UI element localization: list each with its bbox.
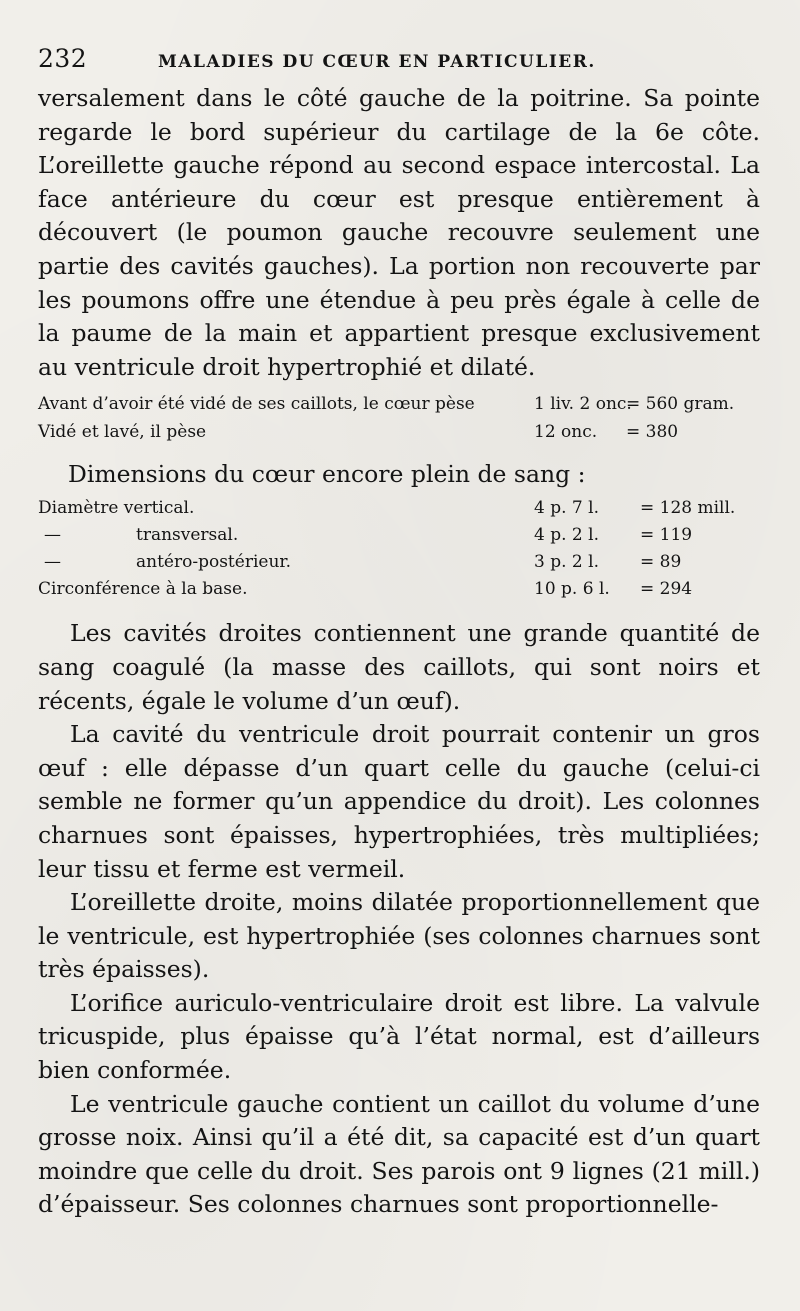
weight-label: Vidé et lavé, il pèse [38, 422, 207, 443]
dimension-metric: = 128 mill. [640, 498, 736, 519]
paragraph-left-ventricle: Le ventricule gauche contient un caillot du volume d’une grosse noix. Ainsi qu’il a été dit, sa capacité est d’un quart moindre que celle du droit. Ses parois ont 9 lignes (21 mill.) d’épaisseur. Ses colonnes charnues sont proportionnelle- [38, 1089, 760, 1219]
dimension-imperial: 3 p. 2 l. [534, 552, 599, 573]
running-head: MALADIES DU CŒUR EN PARTICULIER. [158, 52, 596, 72]
dimension-row [38, 576, 760, 603]
weight-row [38, 390, 760, 418]
dimension-label: antéro-postérieur. [136, 552, 292, 573]
dimension-metric: = 294 [640, 579, 693, 600]
dimension-imperial: 4 p. 7 l. [534, 498, 599, 519]
weight-table [38, 390, 760, 446]
weight-metric: = 560 gram. [626, 394, 735, 415]
dimension-label: Diamètre vertical. [38, 498, 195, 519]
dimensions-heading: Dimensions du cœur encore plein de sang : [68, 460, 586, 489]
dimension-row [38, 495, 760, 522]
weight-imperial: 12 onc. [534, 422, 598, 443]
weight-metric: = 380 [626, 422, 679, 443]
dimension-dash: — [44, 552, 61, 573]
dimension-dash: — [44, 525, 61, 546]
paragraph-heart-position: versalement dans le côté gauche de la poitrine. Sa pointe regarde le bord supérieur du cartilage de la 6e côte. L’oreillette gauche répond au second espace intercostal. La face antérieure du cœur est presque entièrement à découvert (le poumon gauche recouvre seulement une partie des cavités gauches). La portion non recouverte par les poumons offre une étendue à peu près égale à celle de la paume de la main et appartient presque exclusivement au ventricule droit hypertrophié et dilaté. [38, 84, 760, 381]
paragraph-right-atrium: L’oreillette droite, moins dilatée proportionnellement que le ventricule, est hypertrophiée (ses colonnes charnues sont très épaisses). [38, 888, 760, 984]
dimension-metric: = 119 [640, 525, 693, 546]
weight-label: Avant d’avoir été vidé de ses caillots, le cœur pèse [38, 394, 475, 415]
paragraph-right-cavities: Les cavités droites contiennent une grande quantité de sang coagulé (la masse des caillots, qui sont noirs et récents, égale le volume d’un œuf). [38, 619, 760, 715]
dimension-label: transversal. [136, 525, 239, 546]
page-number: 232 [38, 44, 88, 73]
dimension-imperial: 10 p. 6 l. [534, 579, 610, 600]
page-header [38, 44, 760, 80]
dimension-metric: = 89 [640, 552, 682, 573]
paragraph-right-ventricle: La cavité du ventricule droit pourrait contenir un gros œuf : elle dépasse d’un quart celle du gauche (celui-ci semble ne former qu’un appendice du droit). Les colonnes charnues sont épaisses, hypertrophiées, très multipliées; leur tissu et ferme est vermeil. [38, 720, 760, 883]
weight-imperial: 1 liv. 2 onc. [534, 394, 632, 415]
paragraph-tricuspid: L’orifice auriculo-ventriculaire droit est libre. La valvule tricuspide, plus épaisse qu’à l’état normal, est d’ailleurs bien conformée. [38, 988, 760, 1085]
dimensions-table [38, 495, 760, 603]
dimension-label: Circonférence à la base. [38, 579, 248, 600]
dimension-imperial: 4 p. 2 l. [534, 525, 599, 546]
dimension-row [38, 522, 760, 549]
weight-row [38, 418, 760, 446]
dimension-row [38, 549, 760, 576]
